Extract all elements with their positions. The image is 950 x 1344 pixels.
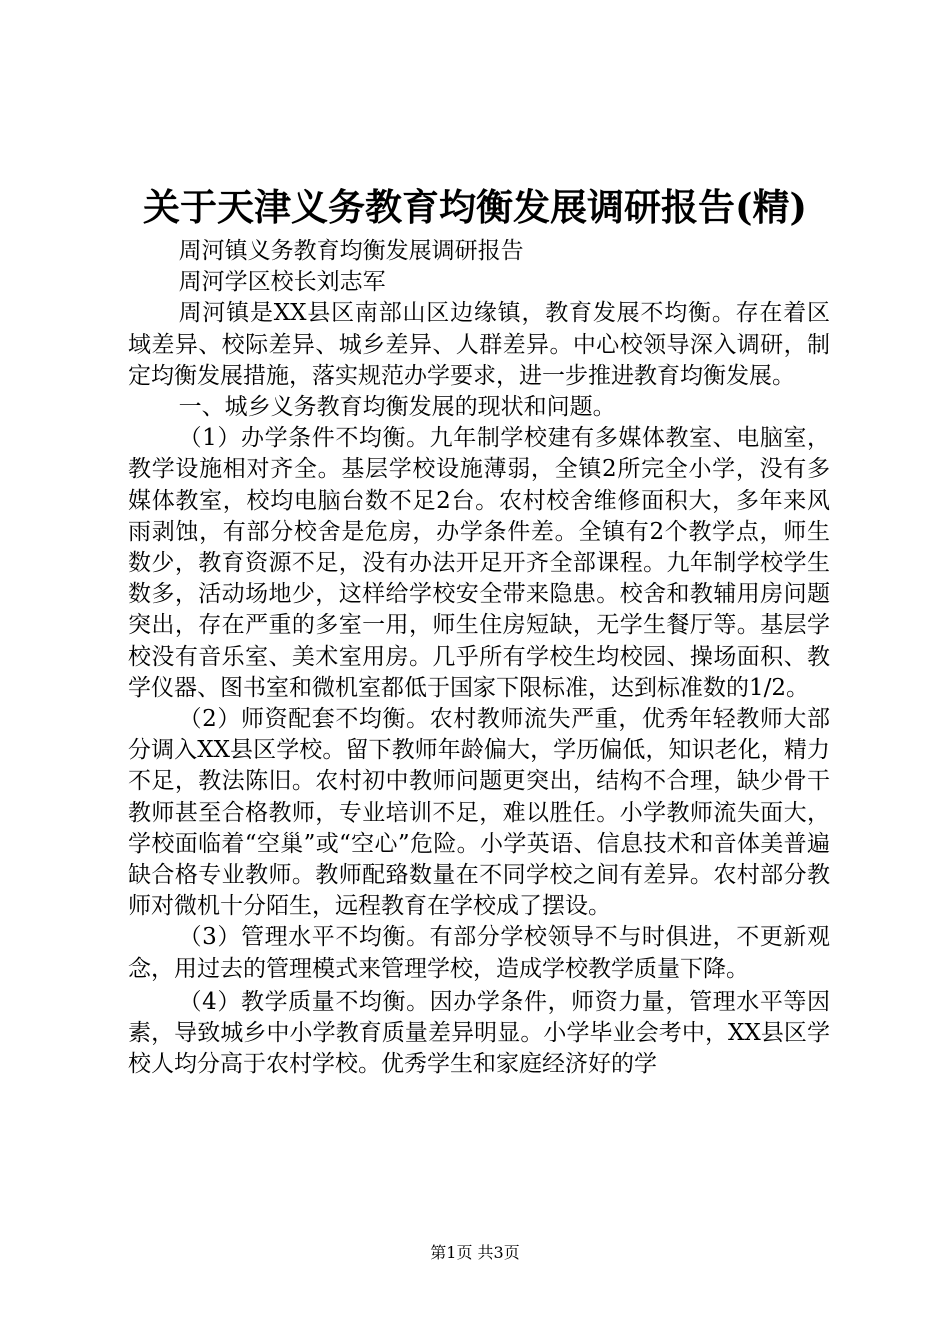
body-paragraph-conditions: （1）办学条件不均衡。九年制学校建有多媒体教室、电脑室，教学设施相对齐全。基层学校设施薄弱，全镇2所完全小学，没有多媒体教室，校均电脑台数不足2台。农村校舍维修面积大，多年来风雨剥蚀，有部分校舍是危房，办学条件差。全镇有2个教学点，师生数少，教育资源不足，没有办法开足开齐全部课程。九年制学校学生数多，活动场地少，这样给学校安全带来隐患。校舍和教辅用房问题突出，存在严重的多室一用，师生住房短缺，无学生餐厅等。基层学校没有音乐室、美术室用房。几乎所有学校生均校园、操场面积、教学仪器、图书室和微机室都低于国家下限标准，达到标准数的1/2。 <box>128 425 830 701</box>
report-subtitle: 周河镇义务教育均衡发展调研报告 <box>178 238 524 264</box>
body-paragraph-teachers: （2）师资配套不均衡。农村教师流失严重，优秀年轻教师大部分调入XX县区学校。留下教师年龄偏大，学历偏低，知识老化，精力不足，教法陈旧。农村初中教师问题更突出，结构不合理，缺少骨干教师甚至合格教师，专业培训不足，难以胜任。小学教师流失面大，学校面临着“空巢”或“空心”危险。小学英语、信息技术和音体美普遍缺合格专业教师。教师配臵数量在不同学校之间有差异。农村部分教师对微机十分陌生，远程教育在学校成了摆设。 <box>128 706 830 920</box>
document-body <box>128 236 830 1080</box>
body-paragraph-management: （3）管理水平不均衡。有部分学校领导不与时俱进，不更新观念，用过去的管理模式来管理学校，造成学校教学质量下降。 <box>128 924 830 982</box>
document-title: 关于天津义务教育均衡发展调研报告(精) <box>142 185 807 229</box>
body-paragraph-quality: （4）教学质量不均衡。因办学条件，师资力量，管理水平等因素，导致城乡中小学教育质量差异明显。小学毕业会考中，XX县区学校人均分高于农村学校。优秀学生和家庭经济好的学 <box>128 988 830 1078</box>
report-author: 周河学区校长刘志军 <box>178 269 386 296</box>
page-number-footer: 第1页 共3页 <box>430 1243 520 1262</box>
section-heading-1: 一、城乡义务教育均衡发展的现状和问题。 <box>178 394 616 421</box>
body-paragraph-intro: 周河镇是XX县区南部山区边缘镇，教育发展不均衡。存在着区域差异、校际差异、城乡差异、人群差异。中心校领导深入调研，制定均衡发展措施，落实规范办学要求，进一步推进教育均衡发展。 <box>128 300 830 389</box>
